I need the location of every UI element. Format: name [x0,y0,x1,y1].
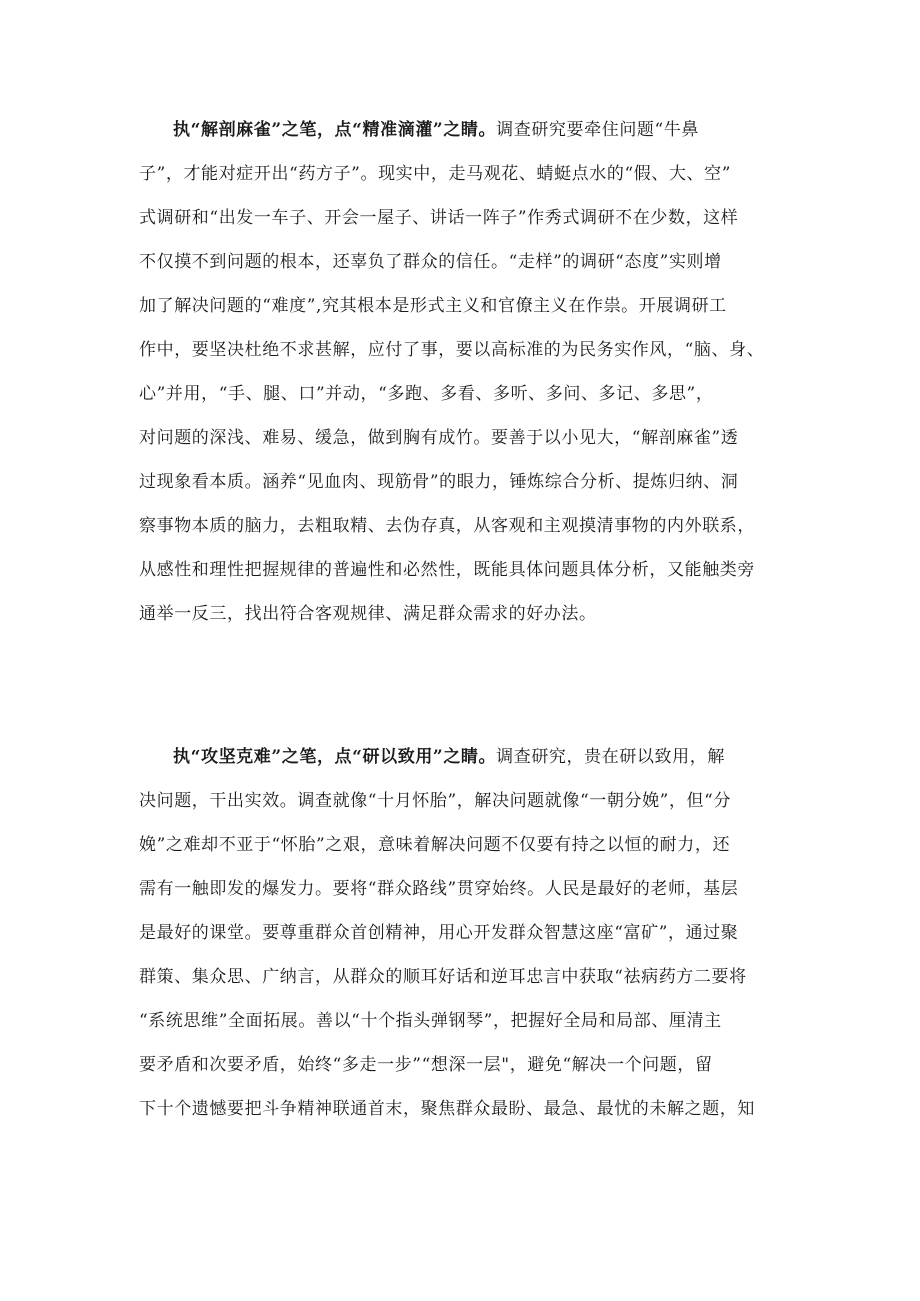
paragraph-1-line-5: 加了解决问题的“难度”,究其根本是形式主义和官僚主义在作祟。开展调研工 [139,296,727,316]
paragraph-2-line-6: 群策、集众思、广纳言，从群众的顺耳好话和逆耳忠言中获取“祛病药方二要将 [139,967,747,987]
paragraph-1-line-4: 不仅摸不到问题的根本，还辜负了群众的信任。“走样”的调研“态度”实则增 [139,252,722,272]
paragraph-2-line-1-text: 调查研究，贵在研以致用，解 [496,747,725,767]
paragraph-2-heading: 执“攻坚克难”之笔，点“研以致用”之睛。 [173,747,497,767]
paragraph-1-line-1-text: 调查研究要牵住问题“牛鼻 [496,120,700,140]
paragraph-1-line-10: 察事物本质的脑力，去粗取精、去伪存真，从客观和主观摸清事物的内外联系， [139,516,755,536]
paragraph-2-line-2: 决问题，干出实效。调查就像“十月怀胎”，解决问题就像“一朝分娩”，但“分 [139,791,732,811]
paragraph-1-line-6: 作中，要坚决杜绝不求甚解，应付了事，要以高标准的为民务实作风，“脑、身、 [139,340,765,360]
paragraph-1-line-11: 从感性和理性把握规律的普遍性和必然性，既能具体问题具体分析，又能触类旁 [139,560,755,580]
paragraph-1-heading: 执“解剖麻雀”之笔，点“精准滴灌”之睛。 [173,120,497,140]
paragraph-2-line-4: 需有一触即发的爆发力。要将“群众路线”贯穿始终。人民是最好的老师，基层 [139,879,739,899]
paragraph-1-line-1 [173,120,699,140]
paragraph-2-line-5: 是最好的课堂。要尊重群众首创精神，用心开发群众智慧这座“富矿”，通过聚 [139,923,739,943]
paragraph-2-line-9: 下十个遗憾要把斗争精神联通首末，聚焦群众最盼、最急、最忧的未解之题，知 [139,1099,755,1119]
paragraph-1-line-3: 式调研和“出发一车子、开会一屋子、讲话一阵子”作秀式调研不在少数，这样 [139,208,739,228]
paragraph-2-line-1 [173,747,725,767]
paragraph-2-line-3: 娩”之难却不亚于“怀胎”之艰，意味着解决问题不仅要有持之以恒的耐力，还 [139,835,731,855]
paragraph-2-line-8: 要矛盾和次要矛盾，始终“多走一步”“想深一层"，避免“解决一个问题，留 [139,1055,713,1075]
paragraph-1-line-2: 子”，才能对症开出“药方子”。现实中，走马观花、蜻蜓点水的“假、大、空” [139,164,732,184]
paragraph-1-line-8: 对问题的深浅、难易、缓急，做到胸有成竹。要善于以小见大，“解剖麻雀”透 [139,428,739,448]
paragraph-1-line-9: 过现象看本质。涵养“见血肉、现筋骨”的眼力，锤炼综合分析、提炼归纳、洞 [139,472,739,492]
paragraph-1-line-7: 心”并用，“手、腿、口”并动，“多跑、多看、多听、多问、多记、多思”， [139,384,714,404]
paragraph-2-line-7: “系统思维”全面拓展。善以“十个指头弹钢琴”，把握好全局和局部、厘清主 [139,1011,722,1031]
paragraph-1-line-12: 通举一反三，找出符合客观规律、满足群众需求的好办法。 [139,604,597,624]
